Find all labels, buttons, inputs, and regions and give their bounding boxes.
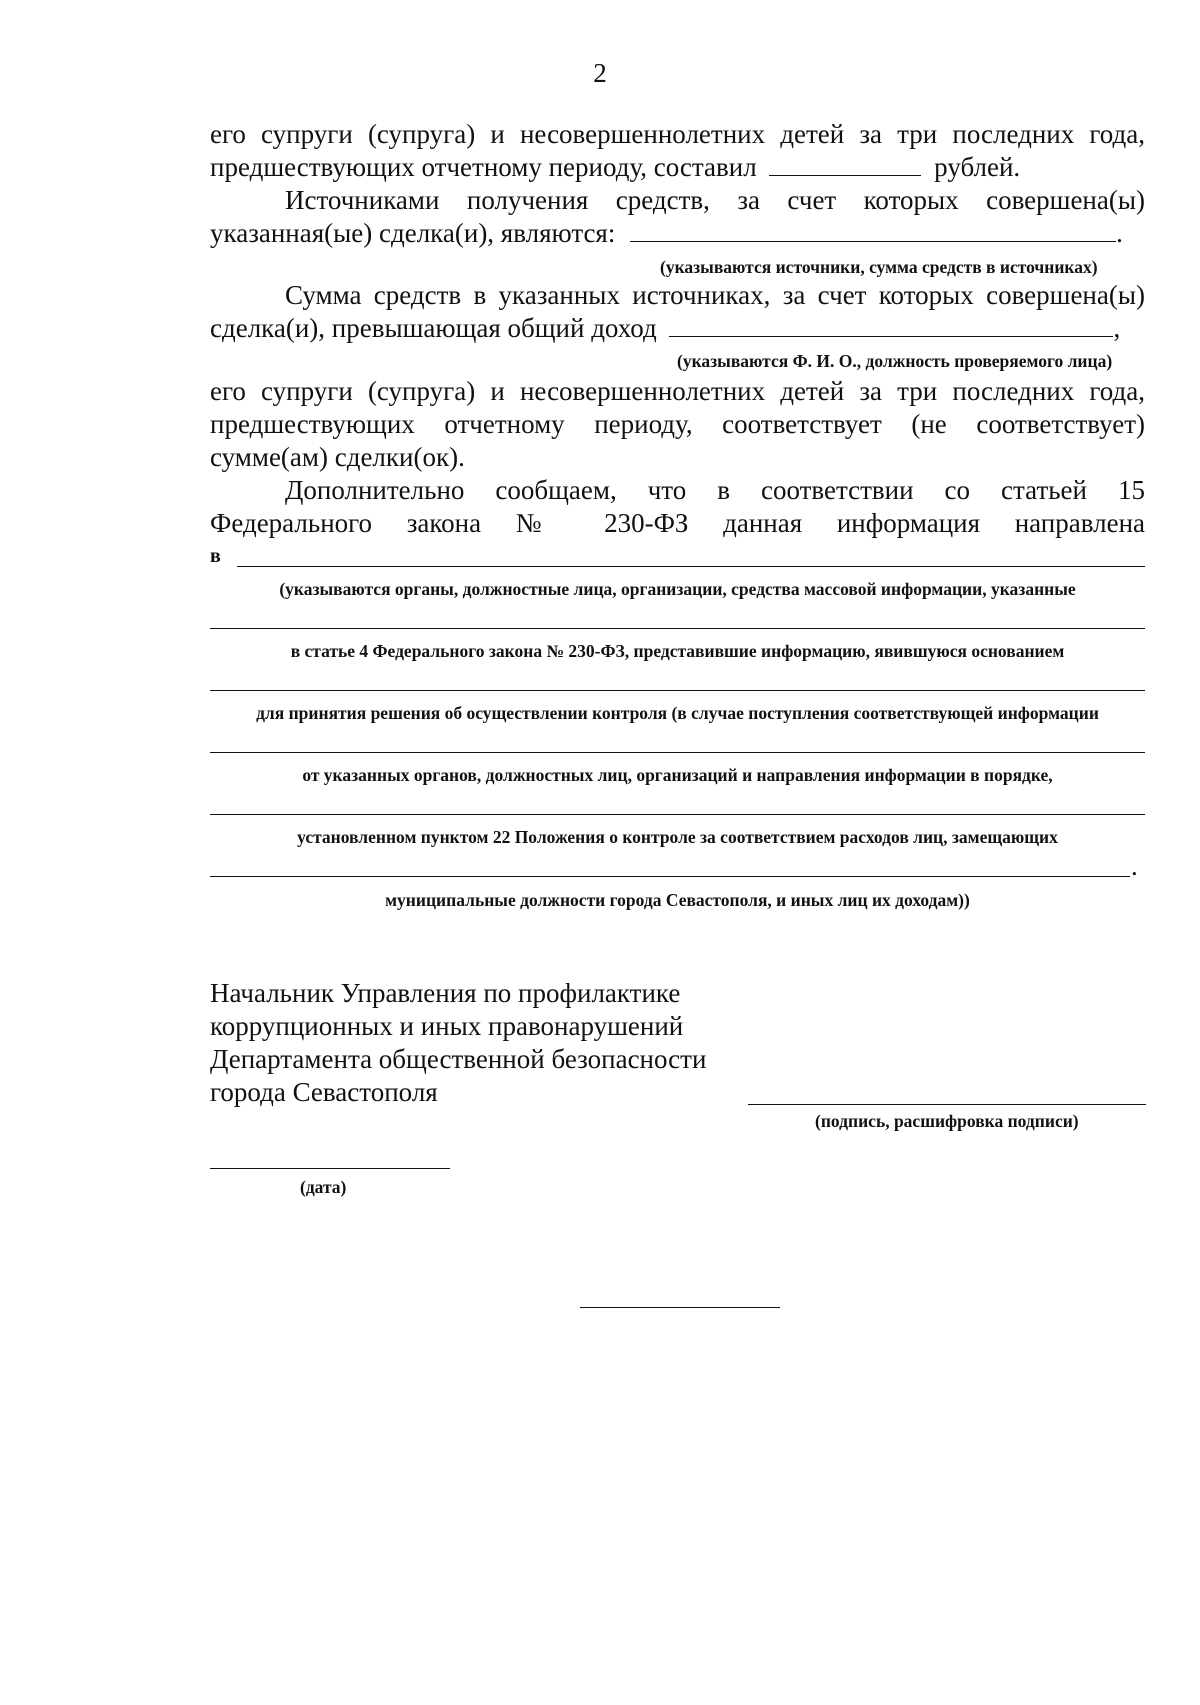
para2-line2	[210, 217, 1123, 249]
para3-caption: (указываются Ф. И. О., должность проверяемого лица)	[677, 351, 1113, 371]
para3-line2-end: ,	[1113, 313, 1121, 343]
para2-line2-text: указанная(ые) сделка(и), являются:	[210, 218, 616, 248]
signature-line	[748, 1104, 1146, 1105]
recipient-line-1	[237, 566, 1145, 567]
para3-line2-text: сделка(и), превышающая общий доход	[210, 313, 657, 343]
page-number: 2	[593, 58, 607, 88]
para2-line1: Источниками получения средств, за счет которых совершена(ы)	[285, 185, 1145, 215]
para4-line1: Дополнительно сообщаем, что в соответствии со статьей 15	[285, 475, 1145, 505]
para2-caption: (указываются источники, сумма средств в источниках)	[660, 257, 1098, 277]
recipient-caption-3: для принятия решения об осуществлении контроля (в случае поступления соответствующей информации	[256, 703, 1099, 723]
end-separator	[580, 1307, 780, 1308]
signatory-title-1: Начальник Управления по профилактике	[210, 978, 681, 1008]
recipient-line-4	[210, 752, 1145, 753]
para2-line2-end: .	[1116, 218, 1123, 248]
signatory-title-2: коррупционных и иных правонарушений	[210, 1011, 684, 1041]
signatory-title-3: Департамента общественной безопасности	[210, 1044, 707, 1074]
recipient-line-6-end: .	[1131, 851, 1138, 881]
para1-line2-before: предшествующих отчетному периоду, составил	[210, 152, 757, 182]
para3-line3: его супруги (супруга) и несовершеннолетних детей за три последних года,	[210, 376, 1145, 406]
para1-line1: его супруги (супруга) и несовершеннолетних детей за три последних года,	[210, 119, 1145, 149]
date-line	[210, 1168, 450, 1169]
sources-blank	[630, 219, 1116, 242]
para3-line1: Сумма средств в указанных источниках, за счет которых совершена(ы)	[285, 280, 1145, 310]
para3-line2	[210, 312, 1120, 344]
recipient-caption-2: в статье 4 Федерального закона № 230-ФЗ, представившие информацию, явившуюся основанием	[290, 641, 1065, 661]
recipient-line-6	[210, 876, 1130, 877]
date-caption: (дата)	[300, 1177, 347, 1197]
income-blank	[669, 314, 1113, 337]
recipient-line-5	[210, 814, 1145, 815]
recipient-caption-4: от указанных органов, должностных лиц, организаций и направления информации в порядке,	[302, 765, 1053, 785]
recipient-caption-1: (указываются органы, должностные лица, организации, средства массовой информации, указанные	[279, 579, 1076, 599]
para3-line4: предшествующих отчетному периоду, соответствует (не соответствует)	[210, 409, 1145, 439]
recipient-line-2	[210, 628, 1145, 629]
para4-line3: в	[210, 545, 221, 567]
amount-blank	[769, 153, 921, 176]
recipient-caption-6: муниципальные должности города Севастополя, и иных лиц их доходам))	[385, 890, 970, 910]
para1-line2-after: рублей.	[934, 152, 1021, 182]
recipient-caption-5: установленном пунктом 22 Положения о контроле за соответствием расходов лиц, замещающих	[297, 827, 1058, 847]
signature-caption: (подпись, расшифровка подписи)	[815, 1111, 1079, 1131]
para3-line5: сумме(ам) сделки(ок).	[210, 442, 465, 472]
recipient-line-3	[210, 690, 1145, 691]
para1-line2	[210, 151, 1020, 183]
para4-line2: Федерального закона № 230-ФЗ данная информация направлена	[210, 508, 1145, 538]
signatory-title-4: города Севастополя	[210, 1077, 438, 1107]
